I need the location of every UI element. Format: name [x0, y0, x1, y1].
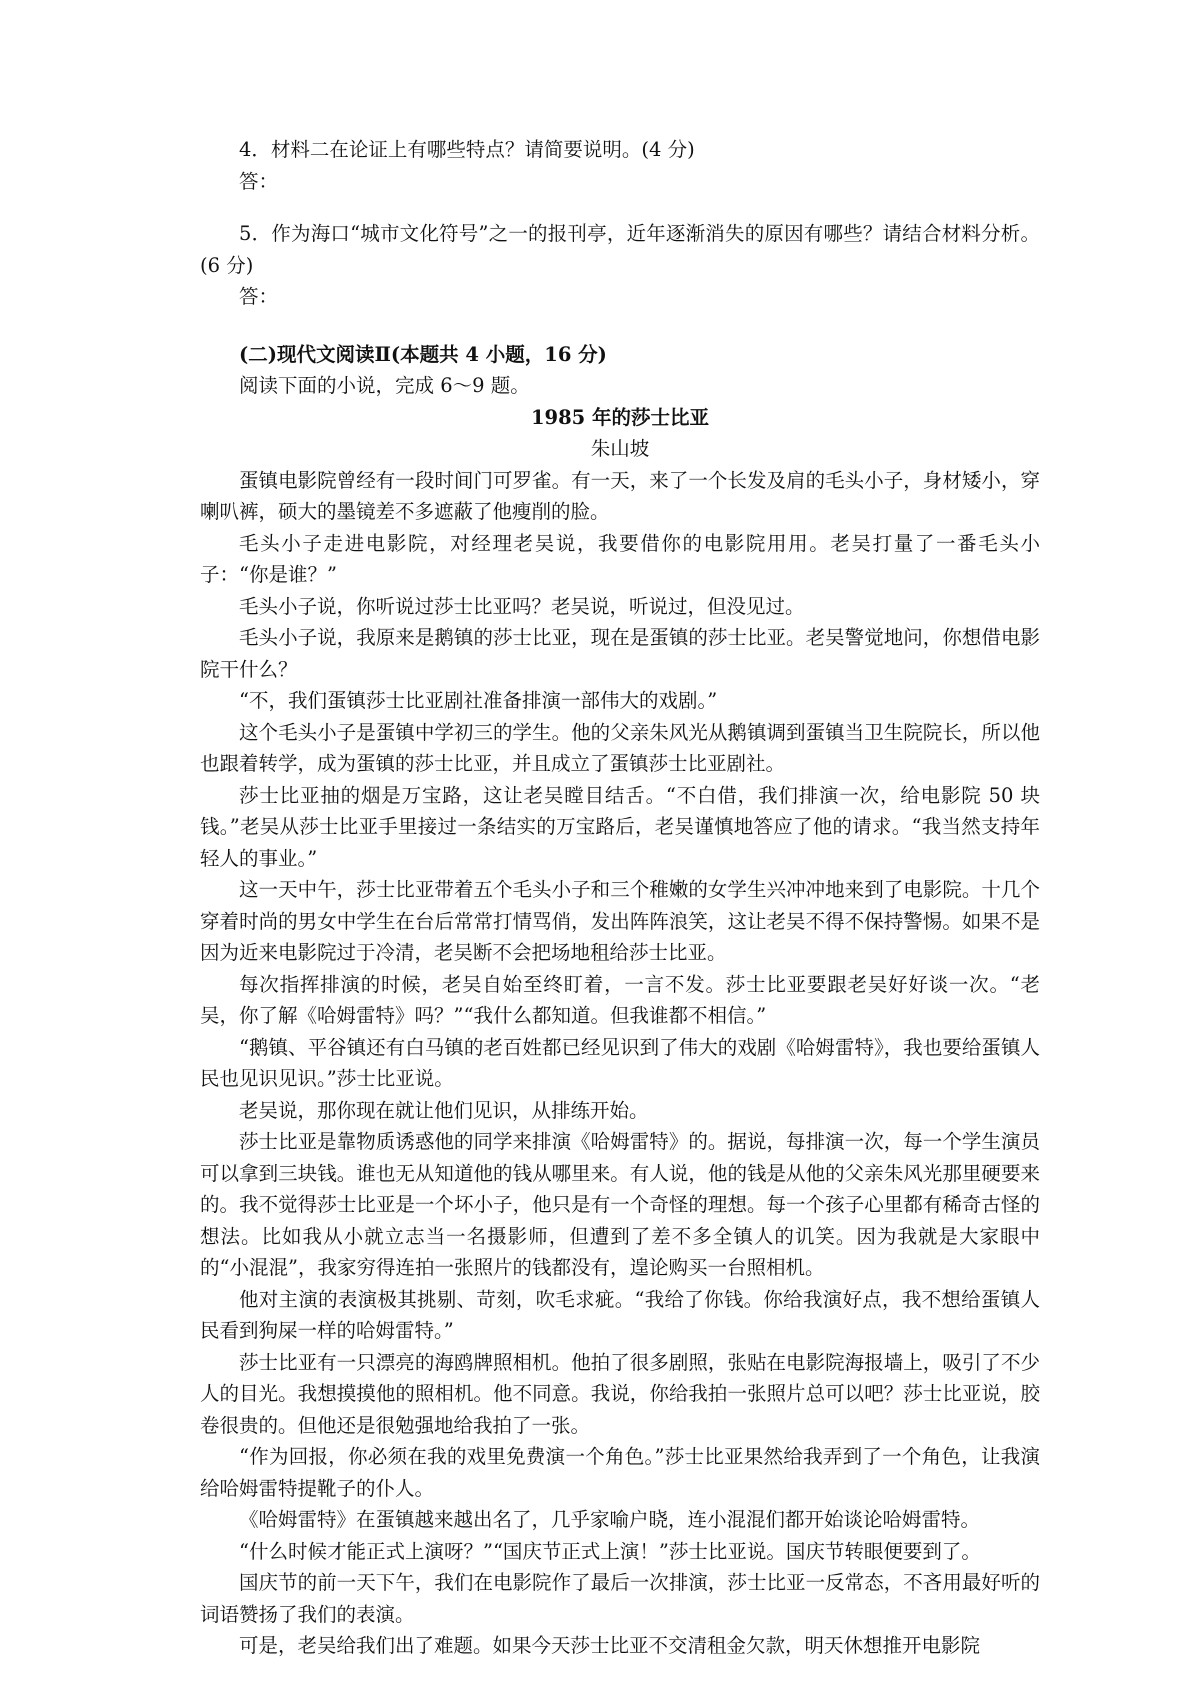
story-paragraph: 这个毛头小子是蛋镇中学初三的学生。他的父亲朱风光从鹅镇调到蛋镇当卫生院院长，所以他也跟着转学，成为蛋镇的莎士比亚，并且成立了蛋镇莎士比亚剧社。	[200, 720, 1040, 775]
story-paragraph: “鹅镇、平谷镇还有白马镇的老百姓都已经见识到了伟大的戏剧《哈姆雷特》，我也要给蛋镇人民也见识见识。”莎士比亚说。	[200, 1035, 1040, 1090]
story-paragraph: “作为回报，你必须在我的戏里免费演一个角色。”莎士比亚果然给我弄到了一个角色，让我演给哈姆雷特提靴子的仆人。	[200, 1445, 1040, 1500]
story-title: 1985 年的莎士比亚	[530, 405, 710, 429]
story-paragraph: 莎士比亚有一只漂亮的海鸥牌照相机。他拍了很多剧照，张贴在电影院海报墙上，吸引了不少人的目光。我想摸摸他的照相机。他不同意。我说，你给我拍一张照片总可以吧？莎士比亚说，胶卷很贵的。但他还是很勉强地给我拍了一张。	[200, 1350, 1040, 1437]
story-paragraph: 可是，老吴给我们出了难题。如果今天莎士比亚不交清租金欠款，明天休想推开电影院	[239, 1634, 981, 1657]
section-instruction: 阅读下面的小说，完成 6～9 题。	[239, 374, 530, 397]
story-paragraph: 毛头小子说，你听说过莎士比亚吗？老吴说，听说过，但没见过。	[239, 594, 805, 618]
story-paragraph: 国庆节的前一天下午，我们在电影院作了最后一次排演，莎士比亚一反常态，不吝用最好听的词语赞扬了我们的表演。	[200, 1571, 1040, 1626]
story-paragraph: 《哈姆雷特》在蛋镇越来越出名了，几乎家喻户晓，连小混混们都开始谈论哈姆雷特。	[239, 1508, 981, 1531]
section-heading-bold: (二)现代文阅读Ⅱ(本题共 4 小题，16 分)	[239, 342, 607, 366]
answer-label-5: 答：	[239, 285, 279, 308]
story-body	[200, 465, 1040, 1662]
story-author: 朱山坡	[590, 437, 650, 460]
answer-label-4: 答：	[239, 169, 279, 193]
story-paragraph: 他对主演的表演极其挑剔、苛刻，吹毛求疵。“我给了你钱。你给我演好点，我不想给蛋镇人民看到狗屎一样的哈姆雷特。”	[200, 1287, 1040, 1342]
question-block	[200, 134, 1040, 1662]
question-5: 5．作为海口“城市文化符号”之一的报刊亭，近年逐渐消失的原因有哪些？请结合材料分析。(6 分)	[200, 222, 1040, 277]
story-paragraph: 这一天中午，莎士比亚带着五个毛头小子和三个稚嫩的女学生兴冲冲地来到了电影院。十几个穿着时尚的男女中学生在台后常常打情骂俏，发出阵阵浪笑，这让老吴不得不保持警惕。如果不是因为近来电影院过于冷清，老吴断不会把场地租给莎士比亚。	[200, 878, 1040, 964]
story-paragraph: 蛋镇电影院曾经有一段时间门可罗雀。有一天，来了一个长发及肩的毛头小子，身材矮小，穿喇叭裤，硕大的墨镜差不多遮蔽了他瘦削的脸。	[200, 468, 1040, 523]
story-paragraph: 毛头小子说，我原来是鹅镇的莎士比亚，现在是蛋镇的莎士比亚。老吴警觉地问，你想借电影院干什么？	[200, 626, 1040, 681]
story-paragraph: “不，我们蛋镇莎士比亚剧社准备排演一部伟大的戏剧。”	[239, 689, 718, 712]
story-paragraph: 每次指挥排演的时候，老吴自始至终盯着，一言不发。莎士比亚要跟老吴好好谈一次。“老吴，你了解《哈姆雷特》吗？”“我什么都知道。但我谁都不相信。”	[200, 972, 1040, 1027]
story-paragraph: 莎士比亚是靠物质诱惑他的同学来排演《哈姆雷特》的。据说，每排演一次，每一个学生演员可以拿到三块钱。谁也无从知道他的钱从哪里来。有人说，他的钱是从他的父亲朱风光那里硬要来的。我不觉得莎士比亚是一个坏小子，他只是有一个奇怪的理想。每一个孩子心里都有稀奇古怪的想法。比如我从小就立志当一名摄影师，但遭到了差不多全镇人的讥笑。因为我就是大家眼中的“小混混”，我家穷得连拍一张照片的钱都没有，遑论购买一台照相机。	[200, 1130, 1040, 1279]
story-paragraph: 老吴说，那你现在就让他们见识，从排练开始。	[239, 1098, 649, 1122]
story-paragraph: 莎士比亚抽的烟是万宝路，这让老吴瞠目结舌。“不白借，我们排演一次，给电影院 50 块钱。”老吴从莎士比亚手里接过一条结实的万宝路后，老吴谨慎地答应了他的请求。“我当然支持年轻人的事业。”	[200, 783, 1040, 870]
section-heading	[200, 339, 1040, 371]
question-4: 4．材料二在论证上有哪些特点？请简要说明。(4 分)	[239, 138, 695, 161]
story-paragraph: “什么时候才能正式上演呀？”“国庆节正式上演！”莎士比亚说。国庆节转眼便要到了。	[239, 1539, 981, 1563]
story-paragraph: 毛头小子走进电影院，对经理老吴说，我要借你的电影院用用。老吴打量了一番毛头小子：“你是谁？”	[200, 531, 1040, 586]
